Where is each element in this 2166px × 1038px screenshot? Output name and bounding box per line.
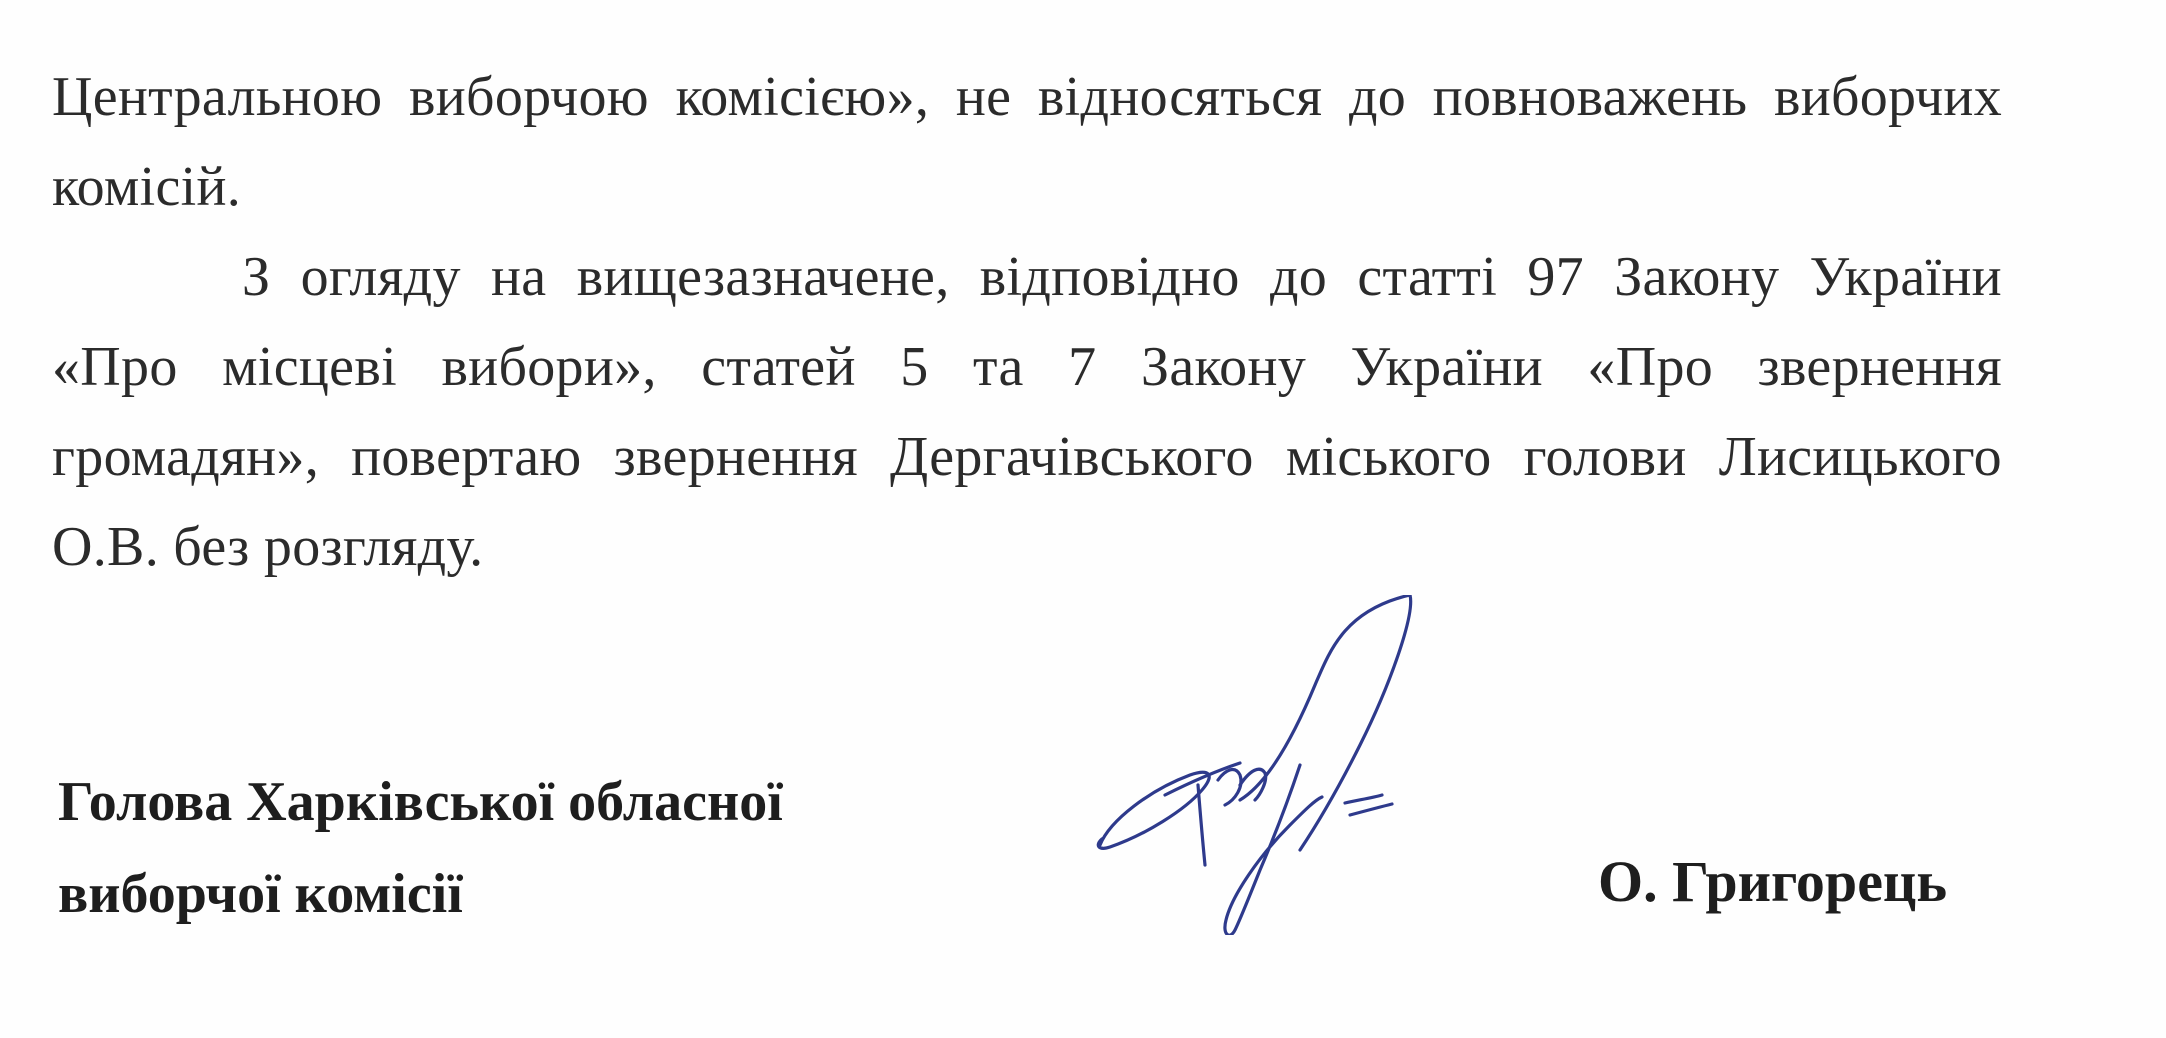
- word: відповідно: [979, 246, 1240, 308]
- text-line-4: [52, 322, 2002, 412]
- word: звернення: [1757, 336, 2002, 398]
- word: міського: [1285, 426, 1492, 488]
- word: голови: [1523, 426, 1687, 488]
- word: Закону: [1614, 246, 1780, 308]
- word: 7: [1068, 336, 1097, 398]
- word: статей: [701, 336, 856, 398]
- word: Закону: [1140, 336, 1307, 398]
- word: вибори»,: [441, 336, 657, 398]
- word: України: [1809, 246, 2002, 308]
- word: виборчою: [409, 66, 649, 128]
- word: Дергачівського: [890, 426, 1254, 488]
- word: 5: [900, 336, 929, 398]
- word: відносяться: [1037, 66, 1323, 128]
- word: до: [1348, 66, 1407, 128]
- word: комісією»,: [675, 66, 930, 128]
- signatory-title-line-1: Голова Харківської обласної: [58, 771, 783, 833]
- word: України: [1350, 336, 1543, 398]
- word: та: [973, 336, 1024, 398]
- word: Лисицького: [1718, 426, 2002, 488]
- text-line-5: [52, 412, 2002, 502]
- word: на: [491, 246, 547, 308]
- word: вищезазначене,: [576, 246, 950, 308]
- word: громадян»,: [52, 426, 320, 488]
- word: огляду: [300, 246, 461, 308]
- signatory-title-line-2: виборчої комісії: [58, 863, 463, 925]
- text-line-6: О.В. без розгляду.: [52, 516, 484, 578]
- word: З: [242, 246, 271, 308]
- text-line-3: [52, 232, 2002, 322]
- letter-body: [52, 52, 2002, 592]
- word: звернення: [613, 426, 858, 488]
- text-line-2: комісій.: [52, 156, 242, 218]
- word: повноважень: [1432, 66, 1748, 128]
- word: 97: [1527, 246, 1584, 308]
- word: статті: [1357, 246, 1498, 308]
- word: місцеві: [222, 336, 397, 398]
- word: «Про: [52, 336, 178, 398]
- text-line-1: [52, 52, 2002, 142]
- word: виборчих: [1773, 66, 2002, 128]
- word: до: [1269, 246, 1328, 308]
- word: «Про: [1587, 336, 1714, 398]
- word: не: [955, 66, 1012, 128]
- signatory-name: О. Григорець: [1598, 849, 1948, 914]
- word: Центральною: [52, 66, 383, 128]
- word: повертаю: [351, 426, 582, 488]
- handwritten-signature: [1090, 595, 1420, 935]
